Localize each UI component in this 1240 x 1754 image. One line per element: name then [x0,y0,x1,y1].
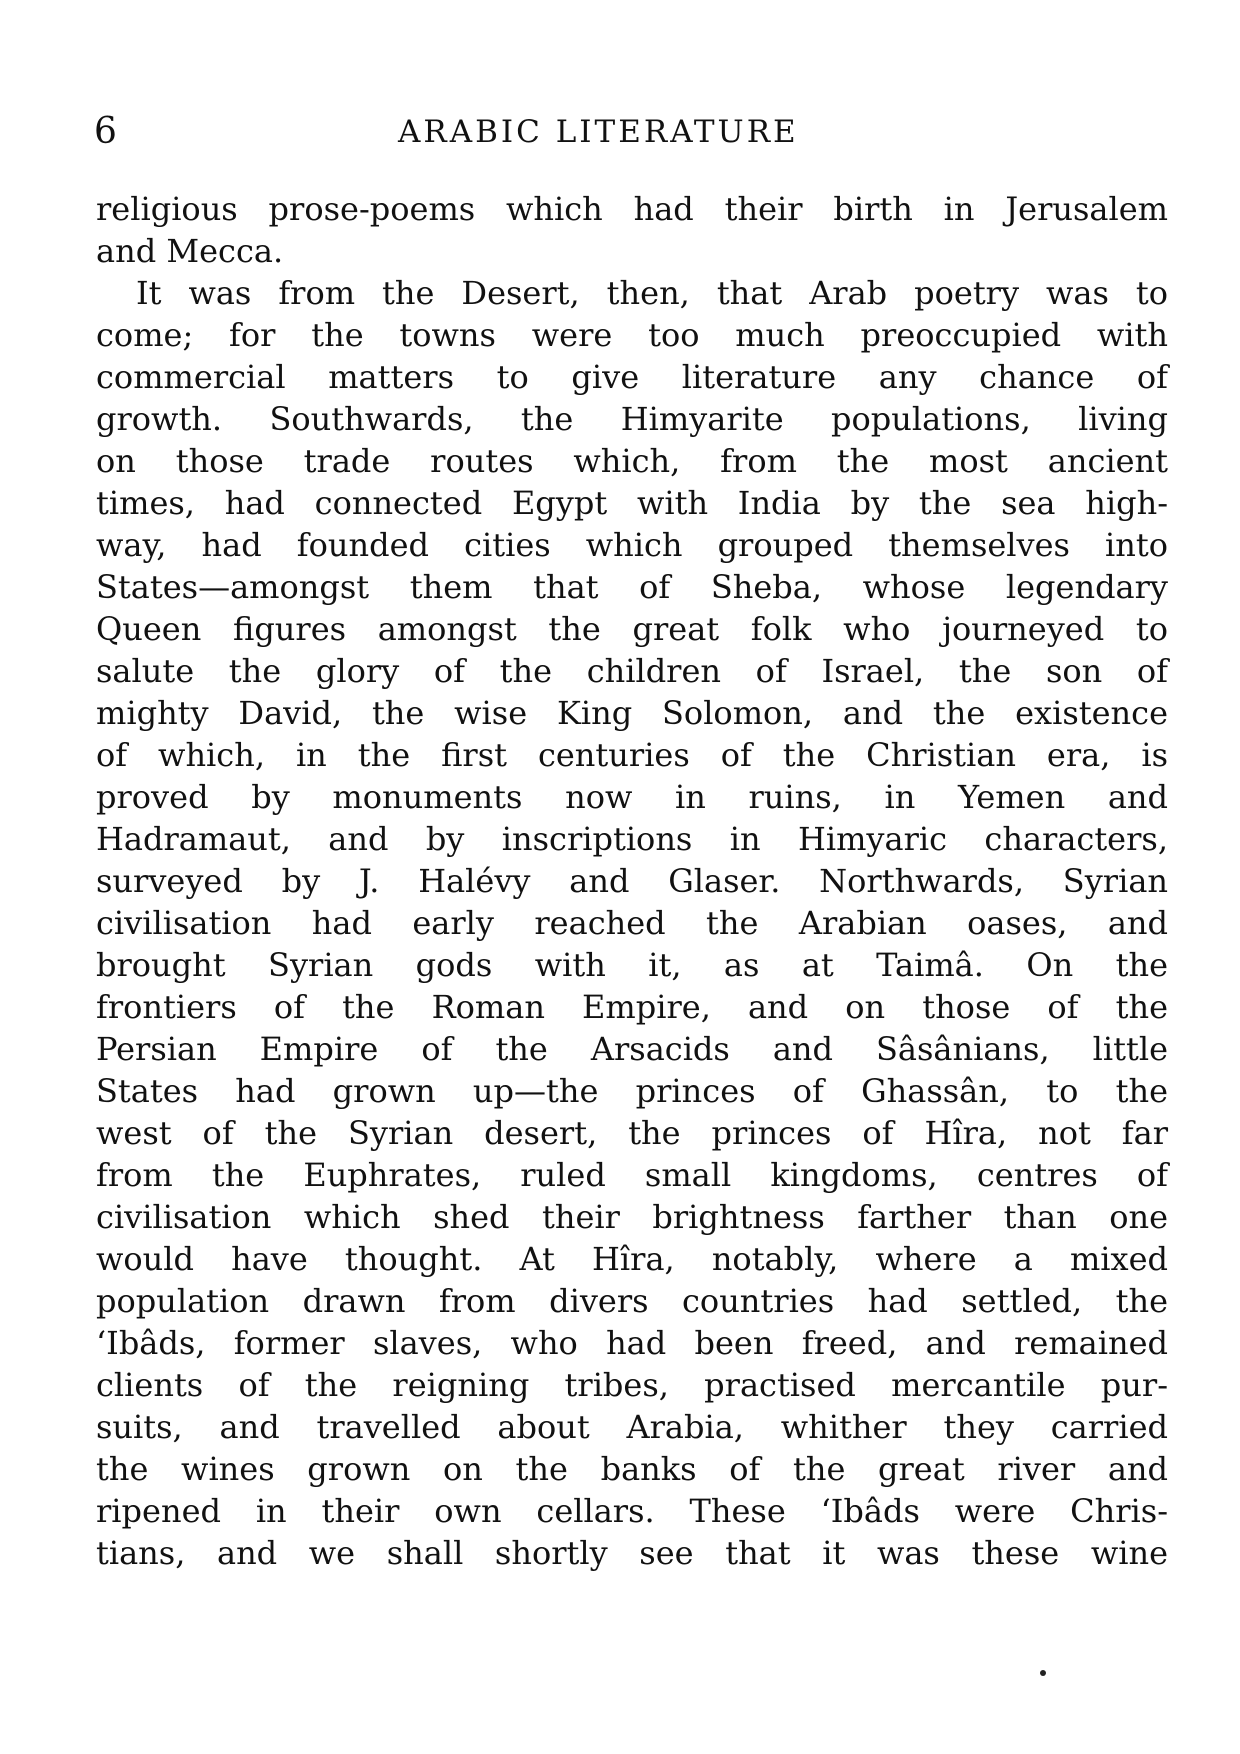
text-line: growth. Southwards, the Himyarite populations, living [96,400,1168,438]
text-line: would have thought. At Hîra, notably, where a mixed [96,1240,1168,1278]
text-line: brought Syrian gods with it, as at Taimâ. On the [96,946,1168,984]
text-line: from the Euphrates, ruled small kingdoms, centres of [96,1156,1168,1194]
page-number: 6 [94,111,117,152]
text-line: frontiers of the Roman Empire, and on those of the [96,988,1168,1026]
text-line: of which, in the first centuries of the Christian era, is [96,736,1168,774]
text-line: the wines grown on the banks of the great river and [96,1450,1168,1488]
text-line: States—amongst them that of Sheba, whose legendary [96,568,1168,606]
text-line: Queen figures amongst the great folk who journeyed to [96,610,1168,648]
text-line: on those trade routes which, from the most ancient [96,442,1168,480]
text-line: ripened in their own cellars. These ‘Ibâds were Chris- [96,1492,1168,1530]
text-line: come; for the towns were too much preoccupied with [96,316,1168,354]
text-line: west of the Syrian desert, the princes of Hîra, not far [96,1114,1168,1152]
text-line: surveyed by J. Halévy and Glaser. Northwards, Syrian [96,862,1168,900]
text-line: suits, and travelled about Arabia, whither they carried [96,1408,1168,1446]
text-line: way, had founded cities which grouped themselves into [96,526,1168,564]
text-line: times, had connected Egypt with India by the sea high- [96,484,1168,522]
running-head [94,112,1170,152]
text-line: civilisation which shed their brightness farther than one [96,1198,1168,1236]
text-line: Hadramaut, and by inscriptions in Himyaric characters, [96,820,1168,858]
text-line: mighty David, the wise King Solomon, and the existence [96,694,1168,732]
text-line: salute the glory of the children of Israel, the son of [96,652,1168,690]
text-line: proved by monuments now in ruins, in Yemen and [96,778,1168,816]
text-line: It was from the Desert, then, that Arab poetry was to [136,274,1168,312]
text-line: civilisation had early reached the Arabian oases, and [96,904,1168,942]
body-text [96,188,1168,1574]
text-line: Persian Empire of the Arsacids and Sâsânians, little [96,1030,1168,1068]
running-title: ARABIC LITERATURE [398,114,799,150]
text-line: religious prose-poems which had their birth in Jerusalem [96,190,1168,228]
ink-speck [1040,1670,1046,1676]
text-line: commercial matters to give literature any chance of [96,358,1168,396]
text-line: population drawn from divers countries had settled, the [96,1282,1168,1320]
text-line: tians, and we shall shortly see that it was these wine [96,1534,1168,1572]
text-line: and Mecca. [96,232,284,270]
text-line: States had grown up—the princes of Ghassân, to the [96,1072,1168,1110]
text-line: clients of the reigning tribes, practised mercantile pur- [96,1366,1168,1404]
text-line: ‘Ibâds, former slaves, who had been freed, and remained [96,1324,1168,1362]
